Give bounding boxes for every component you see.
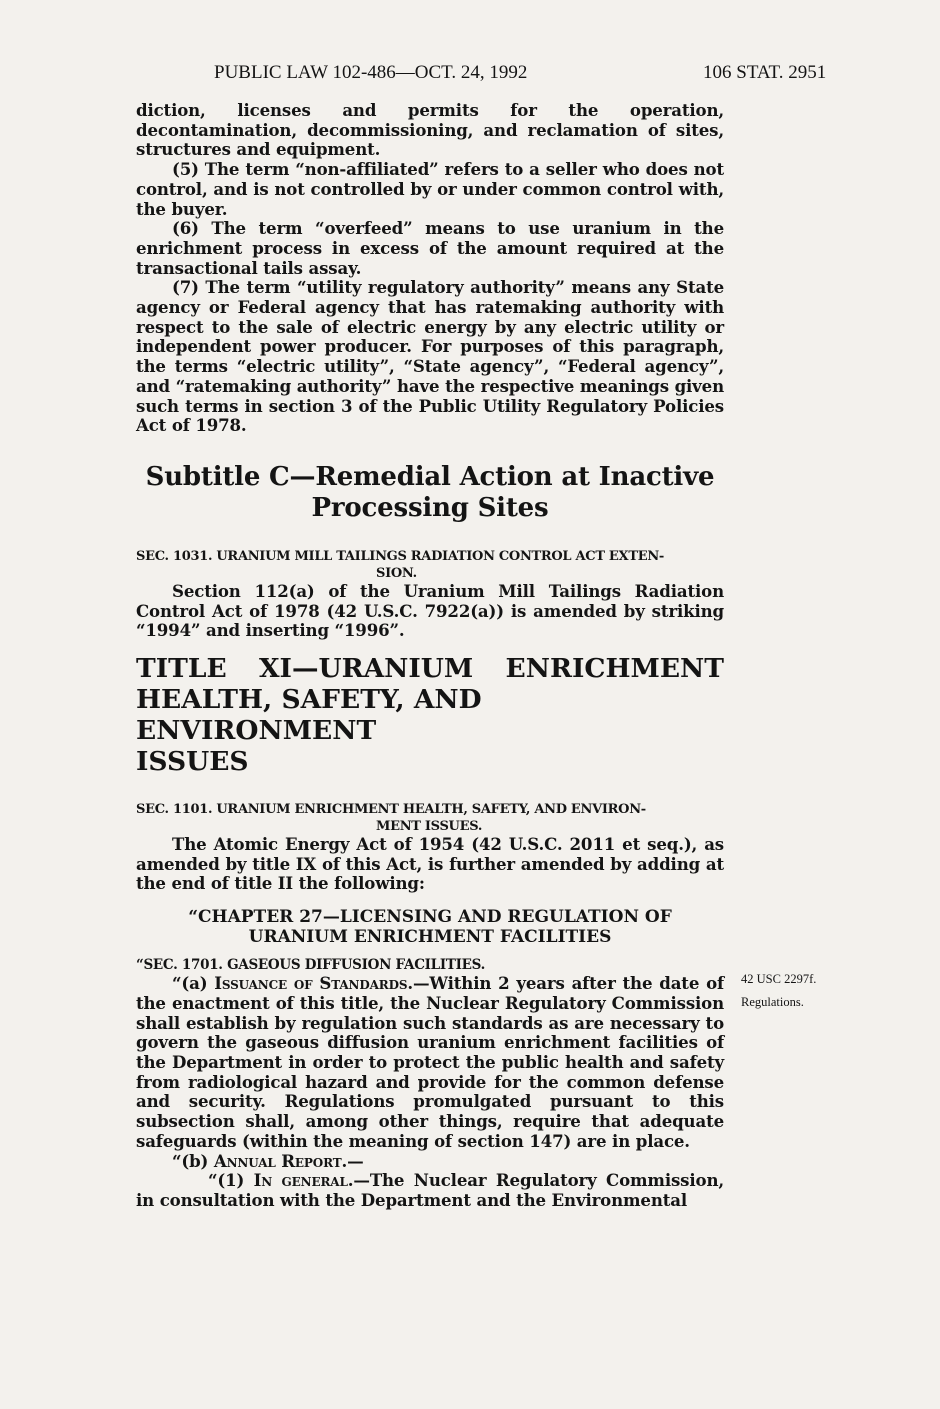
title-xi-line1 [136,653,724,684]
chapter-27-line2: URANIUM ENRICHMENT FACILITIES [248,926,612,947]
subsection-b-open: “(b) [172,1150,209,1171]
sec-1701-heading: “SEC. 1701. GASEOUS DIFFUSION FACILITIES. [136,957,485,974]
header-public-law: PUBLIC LAW 102-486—OCT. 24, 1992 [214,62,528,83]
sec-1101-heading-line1: SEC. 1101. URANIUM ENRICHMENT HEALTH, SAFETY, AND ENVIRON- [136,802,646,818]
title-xi-word-uranium: XI—URANIUM [259,653,474,685]
paragraph-continuation: diction, licenses and permits for the operation, decontamination, decommissioning, and reclamation of sites, structures and equipment. [136,100,724,160]
title-xi-line2: HEALTH, SAFETY, AND ENVIRONMENT [136,684,482,747]
chapter-27-line1: “CHAPTER 27—LICENSING AND REGULATION OF [188,907,672,928]
chapter-27-heading [136,908,724,947]
subtitle-c-line2: Processing Sites [311,492,549,523]
margin-note-usc: 42 USC 2297f. [741,972,817,986]
header-stat-page: 106 STAT. 2951 [703,62,827,83]
subsection-a-text: .—Within 2 years after the date of the enactment of this title, the Nuclear Regulatory Commission shall establish by regulation such standards as are necessary to govern the gaseous diffusion uranium enrichment facilities of the Department in order to protect the public health and safety from radiological hazard and provide for the common defense and security. Regulations promulgated pursuant to this subsection shall, among other things, require that adequate safeguards (within the meaning of section 147) are in place. [136,973,725,1151]
paragraph-6: (6) The term “overfeed” means to use uranium in the enrichment process in excess of the amount required at the transactional tails assay. [136,218,724,278]
sec-1031-text: Section 112(a) of the Uranium Mill Tailings Radiation Control Act of 1978 (42 U.S.C. 7922(a)) is amended by striking “1994” and inserting “1996”. [136,580,724,641]
title-xi-heading [136,653,724,777]
subtitle-c-line1: Subtitle C—Remedial Action at Inactive [145,461,715,492]
paragraph-5: (5) The term “non-affiliated” refers to a seller who does not control, and is not controlled by or under common control with, the buyer. [136,159,724,219]
title-xi-word-title: TITLE [136,653,227,685]
margin-note-regulations: Regulations. [741,995,804,1009]
margin-notes [741,968,816,1014]
subtitle-c-heading [136,462,724,524]
sec-1701-subsection-a [136,974,724,1151]
paragraph-b1-label: In general [253,1170,348,1191]
sec-1101-heading-line2: MENT ISSUES. [376,819,483,835]
subsection-b-label: Annual Report [213,1150,342,1171]
paragraph-b1-text: .—The Nuclear Regulatory Commission, in consultation with the Department and the Environmental [136,1170,724,1210]
body-column [136,101,724,1211]
sec-1031-heading-line2: SION. [376,565,417,581]
subsection-a-label: Issuance of Standards [214,973,408,994]
running-header [0,62,940,88]
sec-1701-subsection-b [136,1152,724,1172]
sec-1101-text: The Atomic Energy Act of 1954 (42 U.S.C. 2011 et seq.), as amended by title IX of this Act, is further amended by adding at the end of title II the following: [136,834,724,894]
sec-1101-heading [136,801,724,835]
sec-1031-heading [136,548,724,582]
sec-1701-paragraph-b1 [136,1171,724,1210]
paragraph-7: (7) The term “utility regulatory authority” means any State agency or Federal agency that has ratemaking authority with respect to the sale of electric energy by any electric utility or independent power producer. For purposes of this paragraph, the terms “electric utility”, “State agency”, “Federal agency”, and “ratemaking authority” have the respective meanings given such terms in section 3 of the Public Utility Regulatory Policies Act of 1978. [136,277,724,436]
sec-1031-heading-line1: SEC. 1031. URANIUM MILL TAILINGS RADIATION CONTROL ACT EXTEN- [136,548,664,564]
title-xi-line3: ISSUES [136,746,249,778]
subsection-a-open: “(a) [172,973,208,994]
title-xi-word-enrichment: ENRICHMENT [505,653,724,685]
subsection-b-tail: .— [341,1150,364,1171]
paragraph-b1-open: “(1) [208,1170,245,1191]
